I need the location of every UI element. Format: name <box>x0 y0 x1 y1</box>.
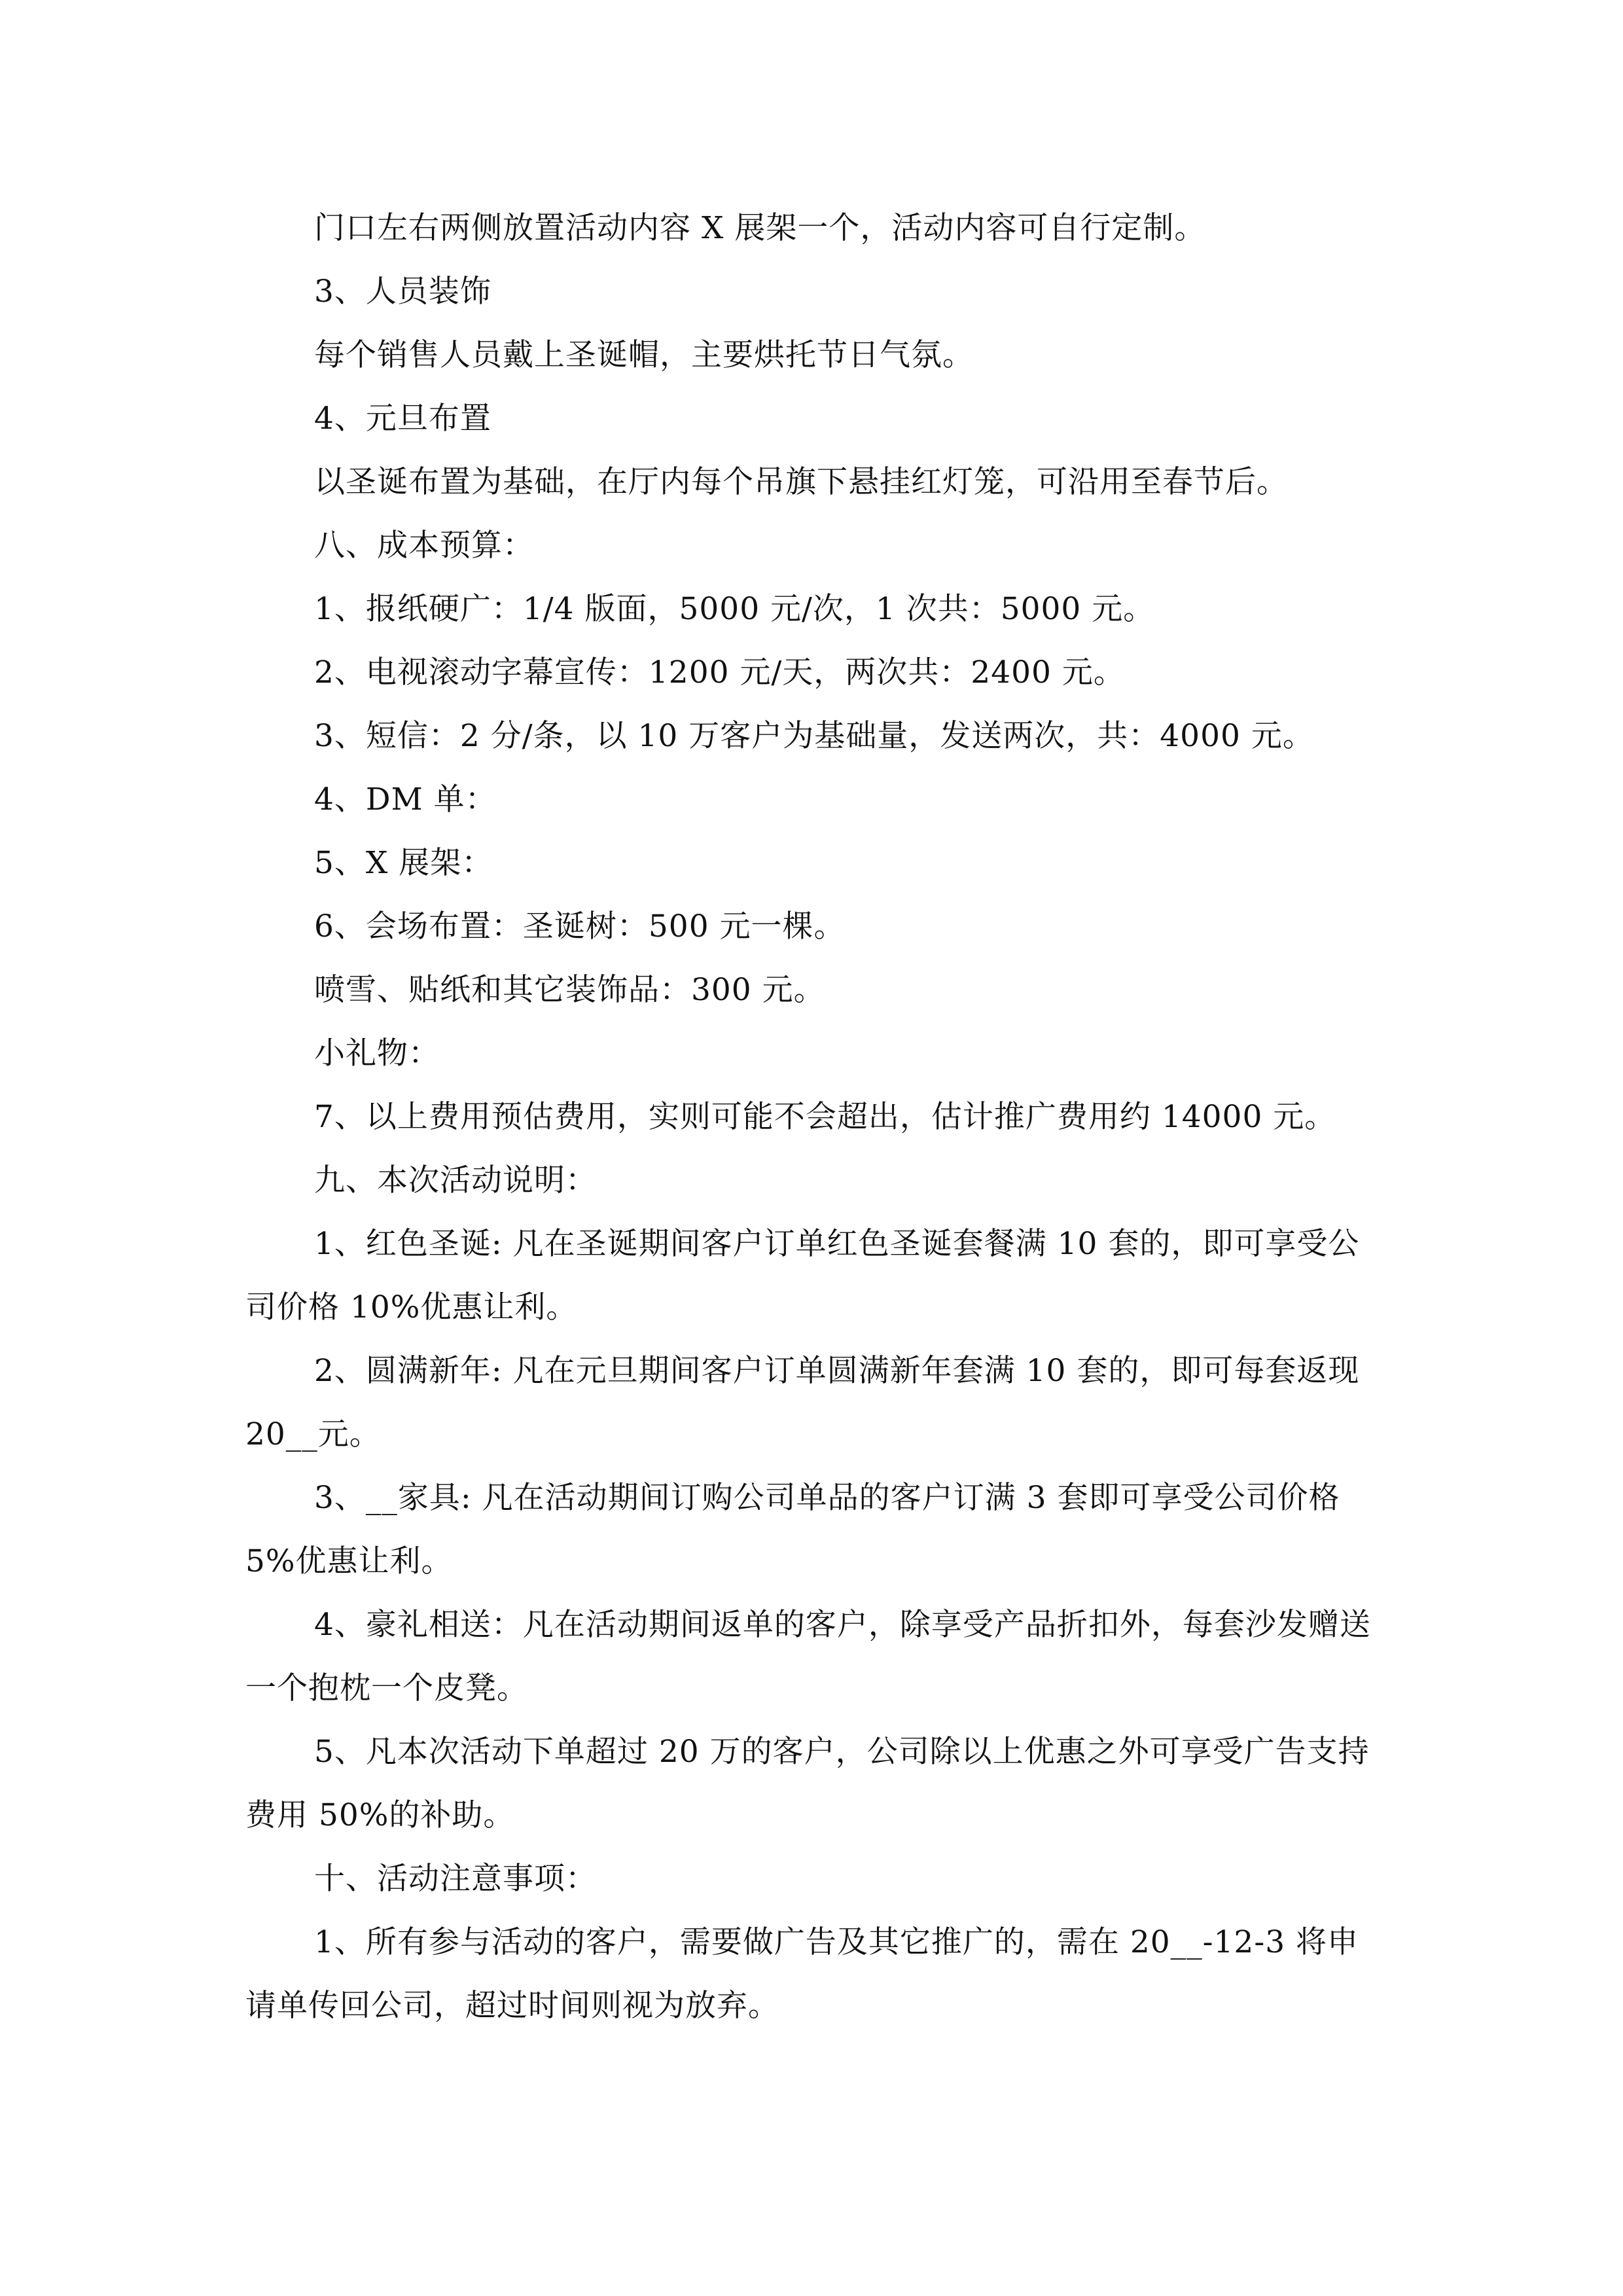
paragraph-santa-hats: 每个销售人员戴上圣诞帽，主要烘托节日气氛。 <box>314 337 974 373</box>
budget-item-x-stand: 5、X 展架： <box>314 845 493 881</box>
activity-item-new-year: 2、圆满新年: 凡在元旦期间客户订单圆满新年套满 10 套的，即可每套返现 20__元。 <box>245 1353 1360 1452</box>
budget-item-total: 7、以上费用预估费用，实则可能不会超出，估计推广费用约 14000 元。 <box>314 1099 1336 1135</box>
activity-item-ad-subsidy: 5、凡本次活动下单超过 20 万的客户，公司除以上优惠之外可享受广告支持费用 50%的补助。 <box>245 1734 1370 1833</box>
paragraph-x-stand: 门口左右两侧放置活动内容 X 展架一个，活动内容可自行定制。 <box>314 210 1206 246</box>
budget-item-tv: 2、电视滚动字幕宣传：1200 元/天，两次共：2400 元。 <box>314 655 1125 691</box>
section-heading-notes: 十、活动注意事项： <box>314 1861 597 1897</box>
activity-item-red-christmas: 1、红色圣诞: 凡在圣诞期间客户订单红色圣诞套餐满 10 套的，即可享受公司价格 10%优惠让利。 <box>245 1226 1360 1325</box>
budget-item-newspaper: 1、报纸硬广：1/4 版面，5000 元/次，1 次共：5000 元。 <box>314 591 1155 627</box>
heading-staff-decoration: 3、人员装饰 <box>314 274 491 310</box>
document-body <box>245 196 1384 2037</box>
activity-item-furniture: 3、__家具: 凡在活动期间订购公司单品的客户订满 3 套即可享受公司价格 5%优惠让利。 <box>245 1480 1340 1579</box>
budget-item-dm: 4、DM 单： <box>314 781 497 817</box>
budget-item-venue: 6、会场布置：圣诞树：500 元一棵。 <box>314 908 846 944</box>
budget-item-sms: 3、短信：2 分/条，以 10 万客户为基础量，发送两次，共：4000 元。 <box>314 718 1314 754</box>
section-heading-activity: 九、本次活动说明： <box>314 1162 597 1198</box>
paragraph-red-lanterns: 以圣诞布置为基础，在厅内每个吊旗下悬挂红灯笼，可沿用至春节后。 <box>314 464 1288 500</box>
heading-new-year-layout: 4、元旦布置 <box>314 401 491 437</box>
budget-item-decorations: 喷雪、贴纸和其它装饰品：300 元。 <box>314 972 825 1008</box>
section-heading-budget: 八、成本预算： <box>314 528 534 564</box>
activity-item-gifts: 4、豪礼相送：凡在活动期间返单的客户，除享受产品折扣外，每套沙发赠送一个抱枕一个皮凳。 <box>245 1607 1371 1706</box>
budget-item-gifts: 小礼物： <box>314 1035 440 1071</box>
notes-item-deadline: 1、所有参与活动的客户，需要做广告及其它推广的，需在 20__-12-3 将申请单传回公司，超过时间则视为放弃。 <box>245 1924 1359 2024</box>
